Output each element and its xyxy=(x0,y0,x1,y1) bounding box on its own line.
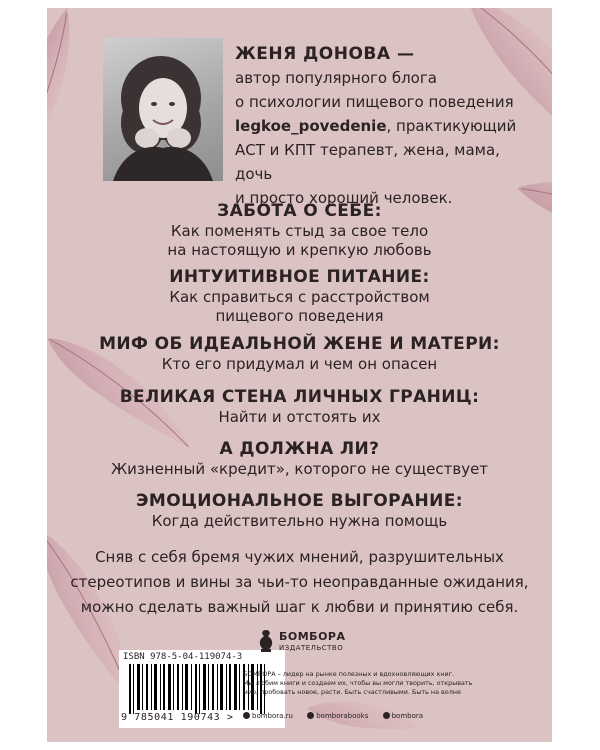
publisher-logo-name: БОМБОРА xyxy=(279,630,346,643)
social-link-1-label: bomborabooks xyxy=(316,712,369,720)
bomb-icon xyxy=(257,628,275,652)
globe-icon xyxy=(243,712,250,719)
section-subtitle: на настоящую и крепкую любовь xyxy=(167,241,432,259)
social-link-2-label: bombora xyxy=(391,712,424,720)
section-subtitle: пищевого поведения xyxy=(215,307,384,325)
author-photo xyxy=(103,38,223,181)
feather-top-left xyxy=(47,8,96,194)
section-self-care xyxy=(47,200,552,260)
author-bio-line3-rest: , практикующий xyxy=(386,117,517,135)
publisher-links xyxy=(243,712,435,720)
section-title: МИФ ОБ ИДЕАЛЬНОЙ ЖЕНЕ И МАТЕРИ: xyxy=(99,334,500,354)
publisher-logo-subtitle: ИЗДАТЕЛЬСТВО xyxy=(279,644,344,652)
closing-line2: стереотипов и вины за чьи-то неоправданные ожидания, xyxy=(70,573,529,591)
author-bio-line2: о психологии пищевого поведения xyxy=(235,93,514,111)
section-title: А ДОЛЖНА ЛИ? xyxy=(219,439,380,459)
section-title: ИНТУИТИВНОЕ ПИТАНИЕ: xyxy=(169,267,430,287)
author-bio-line3 xyxy=(235,114,535,138)
closing-line3: можно сделать важный шаг к любви и принятию себя. xyxy=(80,598,519,616)
section-subtitle: Найти и отстоять их xyxy=(218,408,381,426)
blog-name: legkoe_povedenie xyxy=(235,117,387,135)
author-bio-line1: автор популярного блога xyxy=(235,69,437,87)
author-bio-line5: и просто хороший человек. xyxy=(235,189,453,207)
website-link[interactable] xyxy=(243,712,299,720)
section-burnout xyxy=(47,490,552,531)
publisher-text-line1: БОМБОРА – лидер на рынке полезных и вдохновляющих книг. xyxy=(243,670,455,678)
website-link-label: bombora.ru xyxy=(252,712,293,720)
author-bio xyxy=(235,42,535,210)
section-title: ЗАБОТА О СЕБЕ: xyxy=(217,201,382,221)
social-link-2[interactable] xyxy=(383,712,429,720)
barcode-digits: 9 785041 190743 > xyxy=(121,712,234,723)
author-name: ЖЕНЯ ДОНОВА — xyxy=(235,44,415,64)
section-ideal-wife-myth xyxy=(47,333,552,374)
section-title: ВЕЛИКАЯ СТЕНА ЛИЧНЫХ ГРАНИЦ: xyxy=(119,387,480,407)
section-subtitle: Кто его придумал и чем он опасен xyxy=(161,355,438,373)
section-subtitle: Как поменять стыд за свое тело xyxy=(170,222,429,240)
social-icon xyxy=(307,712,314,719)
publisher-text-line3: мир, пробовать новое, расти. Быть счастливыми. Быть на волне xyxy=(243,688,461,696)
section-intuitive-eating xyxy=(47,266,552,326)
section-subtitle: Как справиться с расстройством xyxy=(169,288,430,306)
author-bio-line4: АСТ и КПТ терапевт, жена, мама, дочь xyxy=(235,141,500,183)
closing-paragraph xyxy=(47,545,552,620)
section-subtitle: Жизненный «кредит», которого не существует xyxy=(110,460,489,478)
publisher-description xyxy=(243,670,483,697)
section-personal-boundaries xyxy=(47,386,552,427)
closing-line1: Сняв с себя бремя чужих мнений, разрушительных xyxy=(95,548,504,566)
section-subtitle: Когда действительно нужна помощь xyxy=(151,512,448,530)
isbn-label: ISBN 978-5-04-119074-3 xyxy=(123,652,243,662)
book-back-cover xyxy=(47,8,552,742)
messenger-icon xyxy=(383,712,390,719)
section-should-she xyxy=(47,438,552,479)
social-link-1[interactable] xyxy=(307,712,374,720)
publisher-text-line2: Мы любим книги и создаем их, чтобы вы могли творить, открывать xyxy=(243,679,473,687)
section-title: ЭМОЦИОНАЛЬНОЕ ВЫГОРАНИЕ: xyxy=(136,491,463,511)
